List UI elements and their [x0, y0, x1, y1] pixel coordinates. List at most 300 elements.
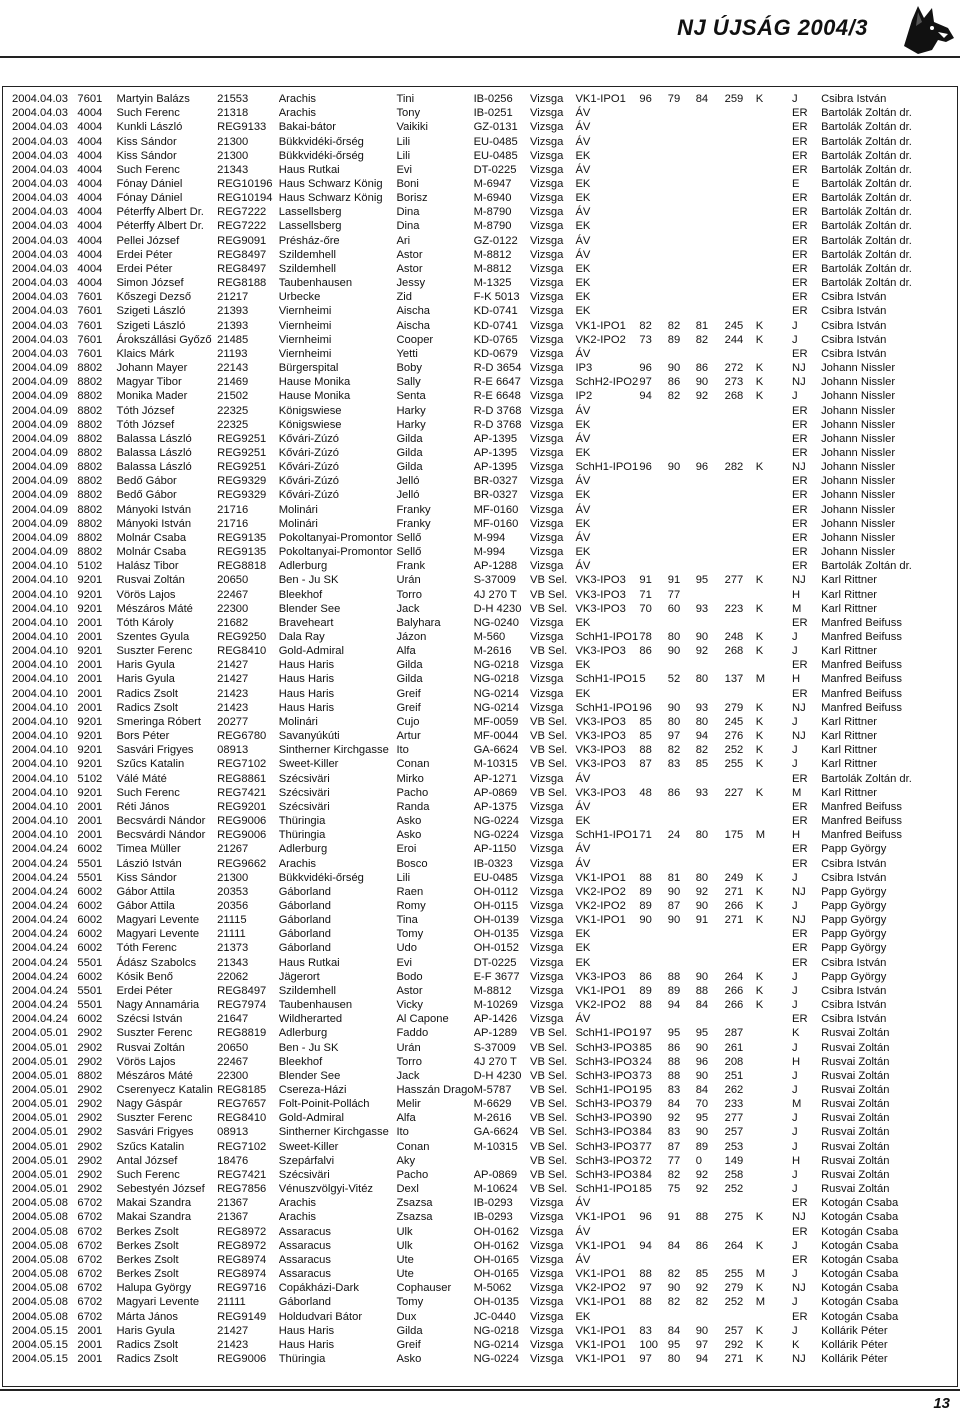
cell-event-type: Vizsga: [529, 461, 564, 474]
cell-judge-name: Rusvai Zoltán: [821, 1055, 890, 1068]
cell-score-c: 84: [695, 1084, 709, 1097]
cell-grade: NJ: [791, 461, 806, 474]
cell-dog-name: Gilda: [396, 673, 423, 686]
cell-tattoo-number: OH-0165: [473, 1268, 519, 1281]
table-row: [12, 729, 960, 743]
cell-score-c: 82: [695, 333, 709, 346]
cell-temperament: [756, 687, 792, 701]
table-row: [12, 1225, 960, 1239]
cell-exam-level: VK3-IPO3: [575, 588, 626, 601]
cell-total-score: [725, 234, 756, 248]
table-row: [12, 418, 960, 432]
cell-total-score: 252: [724, 1296, 744, 1309]
table-row: [12, 587, 960, 601]
cell-date: 2004.04.03: [12, 333, 68, 346]
cell-score-a: [639, 800, 667, 814]
cell-kennel-name: Dala Ray: [278, 631, 325, 644]
cell-handler-name: Suszter Ferenc: [116, 1027, 193, 1040]
cell-registration-number: REG8497: [217, 262, 267, 275]
cell-tattoo-number: M-994: [473, 531, 506, 544]
cell-kennel-name: Ben - Ju SK: [278, 574, 339, 587]
cell-handler-name: Bors Péter: [116, 730, 170, 743]
cell-club-code: 4004: [77, 135, 103, 148]
cell-exam-level: ÁV: [575, 1225, 591, 1238]
cell-event-type: VB Sel.: [529, 1183, 568, 1196]
cell-handler-name: Molnár Csaba: [116, 546, 187, 559]
cell-handler-name: Becsvárdi Nándor: [116, 815, 206, 828]
cell-score-c: 90: [695, 1324, 709, 1337]
cell-registration-number: REG6780: [217, 730, 267, 743]
cell-registration-number: REG7222: [217, 206, 267, 219]
cell-score-b: 83: [667, 758, 681, 771]
cell-dog-name: Alfa: [396, 645, 416, 658]
cell-grade: J: [791, 333, 798, 346]
cell-club-code: 4004: [77, 248, 103, 261]
cell-registration-number: 21300: [217, 871, 249, 884]
cell-grade: ER: [791, 192, 808, 205]
cell-exam-level: VK3-IPO3: [575, 715, 626, 728]
cell-kennel-name: Assaracus: [278, 1253, 331, 1266]
cell-handler-name: Márta János: [116, 1310, 178, 1323]
cell-judge-name: Manfred Beifuss: [821, 616, 902, 629]
cell-event-type: Vizsga: [529, 546, 564, 559]
cell-total-score: 149: [724, 1154, 744, 1167]
cell-kennel-name: Hause Monika: [278, 376, 351, 389]
cell-event-type: Vizsga: [529, 178, 564, 191]
cell-handler-name: Mészáros Máté: [116, 602, 193, 615]
cell-score-c: [696, 106, 725, 120]
cell-temperament: K: [755, 333, 764, 346]
cell-club-code: 8802: [77, 404, 103, 417]
cell-dog-name: Jázon: [396, 631, 427, 644]
cell-total-score: 276: [724, 730, 744, 743]
cell-grade: NJ: [791, 1282, 806, 1295]
table-row: [12, 956, 960, 970]
cell-total-score: [725, 418, 756, 432]
cell-dog-name: Cophauser: [396, 1282, 452, 1295]
cell-handler-name: Balassa László: [116, 461, 192, 474]
cell-score-c: [696, 687, 725, 701]
cell-score-c: [696, 856, 725, 870]
cell-event-type: VB Sel.: [529, 1112, 568, 1125]
cell-dog-name: Jack: [396, 602, 420, 615]
cell-score-c: 85: [695, 1268, 709, 1281]
cell-kennel-name: Viernheimi: [278, 305, 332, 318]
cell-date: 2004.04.24: [12, 1013, 68, 1026]
cell-score-a: 85: [639, 715, 652, 728]
cell-score-c: 90: [695, 899, 709, 912]
cell-score-c: 0: [695, 1154, 702, 1167]
cell-exam-level: EK: [575, 305, 591, 318]
cell-kennel-name: Bleekhof: [278, 1055, 323, 1068]
cell-judge-name: Karl Rittner: [821, 574, 878, 587]
cell-registration-number: 21427: [217, 673, 249, 686]
cell-date: 2004.04.03: [12, 305, 68, 318]
cell-event-type: Vizsga: [529, 659, 564, 672]
cell-tattoo-number: R-D 3768: [473, 404, 522, 417]
cell-score-c: [696, 403, 725, 417]
cell-grade: J: [791, 1168, 798, 1181]
cell-dog-name: Dina: [396, 220, 420, 233]
cell-club-code: 8802: [77, 432, 103, 445]
cell-kennel-name: Königswiese: [278, 418, 342, 431]
cell-registration-number: REG8497: [217, 248, 267, 261]
cell-tattoo-number: BR-0327: [473, 475, 518, 488]
cell-temperament: [756, 149, 792, 163]
cell-kennel-name: Wildherarted: [278, 1013, 343, 1026]
cell-dog-name: Artur: [396, 730, 421, 743]
cell-date: 2004.05.01: [12, 1084, 68, 1097]
cell-total-score: [725, 842, 756, 856]
cell-score-c: [696, 842, 725, 856]
cell-score-b: [668, 234, 696, 248]
cell-score-c: 82: [695, 1296, 709, 1309]
cell-score-b: [668, 927, 696, 941]
cell-event-type: Vizsga: [529, 800, 564, 813]
cell-score-c: [696, 418, 725, 432]
cell-kennel-name: Lassellsberg: [278, 220, 342, 233]
cell-score-a: 96: [639, 701, 652, 714]
cell-judge-name: Karl Rittner: [821, 744, 878, 757]
cell-grade: J: [791, 758, 798, 771]
cell-score-a: [639, 941, 667, 955]
cell-exam-level: EK: [575, 277, 591, 290]
cell-exam-level: ÁV: [575, 347, 591, 360]
cell-grade: M: [791, 602, 802, 615]
cell-handler-name: Molnár Csaba: [116, 531, 187, 544]
cell-total-score: [725, 290, 756, 304]
table-row: [12, 1352, 960, 1366]
cell-score-b: 90: [667, 914, 681, 927]
cell-handler-name: Fónay Dániel: [116, 192, 183, 205]
cell-temperament: [756, 503, 792, 517]
cell-handler-name: Balassa László: [116, 446, 192, 459]
cell-score-c: 88: [695, 984, 709, 997]
cell-event-type: VB Sel.: [529, 786, 568, 799]
cell-judge-name: Kotogán Csaba: [821, 1211, 899, 1224]
cell-judge-name: Manfred Beifuss: [821, 687, 902, 700]
table-row: [12, 828, 960, 842]
cell-total-score: [725, 545, 756, 559]
table-row: [12, 772, 960, 786]
cell-temperament: [756, 474, 792, 488]
cell-judge-name: Bartolák Zoltán dr.: [821, 262, 912, 275]
cell-tattoo-number: AP-1426: [473, 1013, 518, 1026]
table-row: [12, 616, 960, 630]
cell-handler-name: Mányoki István: [116, 517, 192, 530]
cell-date: 2004.04.09: [12, 446, 68, 459]
cell-score-c: [696, 290, 725, 304]
cell-club-code: 2001: [77, 1324, 103, 1337]
cell-date: 2004.05.08: [12, 1197, 68, 1210]
cell-handler-name: Péterffy Albert Dr.: [116, 206, 204, 219]
cell-judge-name: Csibra István: [821, 93, 887, 106]
cell-club-code: 7601: [77, 305, 103, 318]
cell-exam-level: VK3-IPO3: [575, 970, 626, 983]
cell-score-b: 77: [667, 1154, 681, 1167]
cell-kennel-name: Taubenhausen: [278, 277, 353, 290]
cell-grade: NJ: [791, 574, 806, 587]
cell-tattoo-number: S-37009: [473, 1041, 516, 1054]
cell-temperament: [756, 772, 792, 786]
cell-judge-name: Bartolák Zoltán dr.: [821, 206, 912, 219]
cell-tattoo-number: AP-1395: [473, 432, 518, 445]
table-row: [12, 743, 960, 757]
cell-grade: ER: [791, 928, 808, 941]
cell-grade: ER: [791, 277, 808, 290]
cell-judge-name: Bartolák Zoltán dr.: [821, 163, 912, 176]
cell-score-b: [668, 304, 696, 318]
cell-kennel-name: Haus Haris: [278, 673, 335, 686]
cell-exam-level: VK1-IPO1: [575, 1268, 626, 1281]
cell-judge-name: Csibra István: [821, 319, 887, 332]
cell-date: 2004.04.03: [12, 319, 68, 332]
table-row: [12, 1239, 960, 1253]
cell-kennel-name: Szildemhell: [278, 262, 336, 275]
cell-kennel-name: Folt-Poinit-Pollách: [278, 1098, 370, 1111]
cell-grade: ER: [791, 1253, 808, 1266]
cell-grade: M: [791, 786, 802, 799]
cell-total-score: [725, 800, 756, 814]
cell-exam-level: VK2-IPO2: [575, 885, 626, 898]
cell-date: 2004.04.10: [12, 786, 68, 799]
cell-score-c: [696, 191, 725, 205]
cell-judge-name: Papp György: [821, 970, 887, 983]
cell-score-b: [668, 120, 696, 134]
cell-score-a: [639, 248, 667, 262]
cell-registration-number: REG7974: [217, 999, 267, 1012]
cell-temperament: K: [755, 999, 764, 1012]
cell-club-code: 5102: [77, 560, 103, 573]
exam-results-table: [12, 92, 960, 1366]
cell-tattoo-number: M-8812: [473, 248, 512, 261]
cell-handler-name: Such Ferenc: [116, 107, 180, 120]
cell-event-type: Vizsga: [529, 291, 564, 304]
cell-kennel-name: Szécsiväri: [278, 772, 330, 785]
cell-exam-level: VK1-IPO1: [575, 1296, 626, 1309]
cell-grade: ER: [791, 1197, 808, 1210]
cell-score-b: [668, 842, 696, 856]
cell-score-a: 95: [639, 1084, 652, 1097]
cell-handler-name: Smeringa Róbert: [116, 715, 202, 728]
cell-grade: J: [791, 319, 798, 332]
cell-kennel-name: Adlerburg: [278, 560, 328, 573]
cell-score-b: [668, 163, 696, 177]
cell-temperament: [756, 163, 792, 177]
cell-event-type: Vizsga: [529, 404, 564, 417]
cell-tattoo-number: M-10269: [473, 999, 518, 1012]
cell-kennel-name: Bükkvidéki-őrség: [278, 149, 364, 162]
cell-date: 2004.04.24: [12, 885, 68, 898]
cell-kennel-name: Molinári: [278, 503, 318, 516]
cell-date: 2004.04.03: [12, 178, 68, 191]
cell-registration-number: 21115: [217, 914, 247, 927]
cell-score-b: 75: [667, 1183, 681, 1196]
cell-event-type: VB Sel.: [529, 1027, 568, 1040]
cell-date: 2004.04.24: [12, 970, 68, 983]
cell-temperament: [756, 403, 792, 417]
cell-judge-name: Kollárik Péter: [821, 1352, 888, 1365]
cell-event-type: VB Sel.: [529, 1126, 568, 1139]
cell-handler-name: Gábor Attila: [116, 885, 175, 898]
cell-registration-number: 21423: [217, 1338, 249, 1351]
cell-dog-name: Ito: [396, 1126, 409, 1139]
cell-event-type: Vizsga: [529, 899, 564, 912]
cell-dog-name: Zsazsa: [396, 1211, 433, 1224]
cell-date: 2004.04.03: [12, 149, 68, 162]
table-row: [12, 503, 960, 517]
cell-score-a: 24: [639, 1055, 652, 1068]
cell-temperament: [756, 248, 792, 262]
cell-temperament: K: [755, 376, 764, 389]
cell-date: 2004.04.24: [12, 857, 68, 870]
cell-club-code: 4004: [77, 277, 103, 290]
cell-score-c: 89: [695, 1140, 709, 1153]
cell-kennel-name: Bleekhof: [278, 588, 323, 601]
cell-registration-number: 18476: [217, 1154, 249, 1167]
cell-tattoo-number: M-6947: [473, 178, 512, 191]
cell-handler-name: Such Ferenc: [116, 163, 180, 176]
cell-score-a: [639, 1196, 667, 1210]
cell-dog-name: Eroi: [396, 843, 417, 856]
cell-score-b: [668, 616, 696, 630]
cell-score-a: 73: [639, 1069, 652, 1082]
table-row: [12, 927, 960, 941]
cell-grade: NJ: [791, 701, 806, 714]
cell-tattoo-number: IB-0293: [473, 1211, 513, 1224]
cell-kennel-name: Haus Haris: [278, 701, 335, 714]
cell-date: 2004.05.01: [12, 1098, 68, 1111]
cell-date: 2004.04.03: [12, 121, 68, 134]
cell-event-type: Vizsga: [529, 1282, 564, 1295]
table-row: [12, 290, 960, 304]
cell-total-score: [725, 205, 756, 219]
cell-event-type: VB Sel.: [529, 1084, 568, 1097]
cell-temperament: [756, 432, 792, 446]
cell-score-b: [668, 488, 696, 502]
cell-event-type: Vizsga: [529, 1352, 564, 1365]
cell-tattoo-number: GZ-0131: [473, 121, 518, 134]
cell-score-b: 82: [667, 1168, 681, 1181]
cell-grade: ER: [791, 305, 808, 318]
cell-handler-name: Mészáros Máté: [116, 1069, 193, 1082]
cell-score-c: [696, 531, 725, 545]
cell-score-b: 90: [667, 362, 681, 375]
cell-kennel-name: Kővári-Zúzó: [278, 446, 340, 459]
cell-judge-name: Csibra István: [821, 291, 887, 304]
cell-total-score: 259: [724, 93, 744, 106]
cell-judge-name: Papp György: [821, 899, 887, 912]
table-row: [12, 1338, 960, 1352]
cell-event-type: Vizsga: [529, 517, 564, 530]
cell-date: 2004.04.03: [12, 220, 68, 233]
cell-registration-number: REG9133: [217, 121, 267, 134]
cell-grade: J: [791, 1140, 798, 1153]
cell-date: 2004.04.09: [12, 489, 68, 502]
table-row: [12, 1267, 960, 1281]
cell-handler-name: Vörös Lajos: [116, 588, 176, 601]
cell-dog-name: Ulk: [396, 1239, 413, 1252]
cell-registration-number: 21423: [217, 687, 249, 700]
cell-score-b: [668, 347, 696, 361]
cell-score-a: [639, 205, 667, 219]
cell-event-type: Vizsga: [529, 1268, 564, 1281]
cell-tattoo-number: AP-1375: [473, 800, 518, 813]
cell-exam-level: ÁV: [575, 503, 591, 516]
cell-tattoo-number: IB-0293: [473, 1197, 513, 1210]
cell-kennel-name: Assaracus: [278, 1225, 331, 1238]
cell-handler-name: Tóth Károly: [116, 616, 174, 629]
cell-event-type: Vizsga: [529, 928, 564, 941]
cell-score-c: 86: [695, 362, 709, 375]
cell-score-a: 88: [639, 1296, 652, 1309]
cell-tattoo-number: 4J 270 T: [473, 1055, 517, 1068]
cell-score-c: 82: [695, 744, 709, 757]
cell-date: 2004.05.08: [12, 1268, 68, 1281]
cell-exam-level: VK1-IPO1: [575, 1239, 626, 1252]
cell-handler-name: Antal József: [116, 1154, 178, 1167]
cell-dog-name: Dina: [396, 206, 420, 219]
cell-score-b: [668, 191, 696, 205]
cell-club-code: 5501: [77, 857, 103, 870]
cell-total-score: 287: [724, 1027, 744, 1040]
cell-score-b: 86: [667, 1041, 681, 1054]
cell-judge-name: Papp György: [821, 914, 887, 927]
cell-dog-name: Tina: [396, 914, 418, 927]
cell-grade: ER: [791, 956, 808, 969]
cell-date: 2004.04.09: [12, 475, 68, 488]
cell-tattoo-number: MF-0160: [473, 503, 519, 516]
cell-score-a: 94: [639, 390, 652, 403]
cell-event-type: Vizsga: [529, 970, 564, 983]
cell-dog-name: Conan: [396, 1140, 430, 1153]
cell-tattoo-number: M-8812: [473, 984, 512, 997]
cell-score-a: 48: [639, 786, 652, 799]
cell-event-type: Vizsga: [529, 701, 564, 714]
cell-tattoo-number: M-1325: [473, 277, 512, 290]
cell-club-code: 6002: [77, 885, 103, 898]
cell-event-type: Vizsga: [529, 914, 564, 927]
cell-score-c: 80: [695, 871, 709, 884]
cell-score-c: [696, 1253, 725, 1267]
cell-kennel-name: Haus Schwarz König: [278, 178, 383, 191]
cell-grade: J: [791, 1268, 798, 1281]
cell-judge-name: Manfred Beifuss: [821, 800, 902, 813]
cell-date: 2004.04.09: [12, 390, 68, 403]
cell-registration-number: REG9006: [217, 1352, 267, 1365]
cell-event-type: Vizsga: [529, 376, 564, 389]
cell-score-a: 96: [639, 461, 652, 474]
cell-event-type: Vizsga: [529, 489, 564, 502]
cell-score-c: [696, 304, 725, 318]
cell-date: 2004.04.10: [12, 744, 68, 757]
cell-total-score: 273: [724, 376, 744, 389]
cell-score-b: 90: [667, 701, 681, 714]
cell-score-c: [696, 587, 725, 601]
cell-total-score: 271: [724, 885, 744, 898]
cell-judge-name: Bartolák Zoltán dr.: [821, 149, 912, 162]
table-row: [12, 106, 960, 120]
cell-grade: J: [791, 1296, 798, 1309]
cell-event-type: Vizsga: [529, 149, 564, 162]
cell-exam-level: SchH1-IPO1: [575, 829, 639, 842]
cell-registration-number: REG8974: [217, 1268, 267, 1281]
cell-temperament: [756, 814, 792, 828]
cell-exam-level: ÁV: [575, 1013, 591, 1026]
cell-date: 2004.04.10: [12, 645, 68, 658]
cell-judge-name: Csibra István: [821, 333, 887, 346]
cell-date: 2004.04.10: [12, 758, 68, 771]
